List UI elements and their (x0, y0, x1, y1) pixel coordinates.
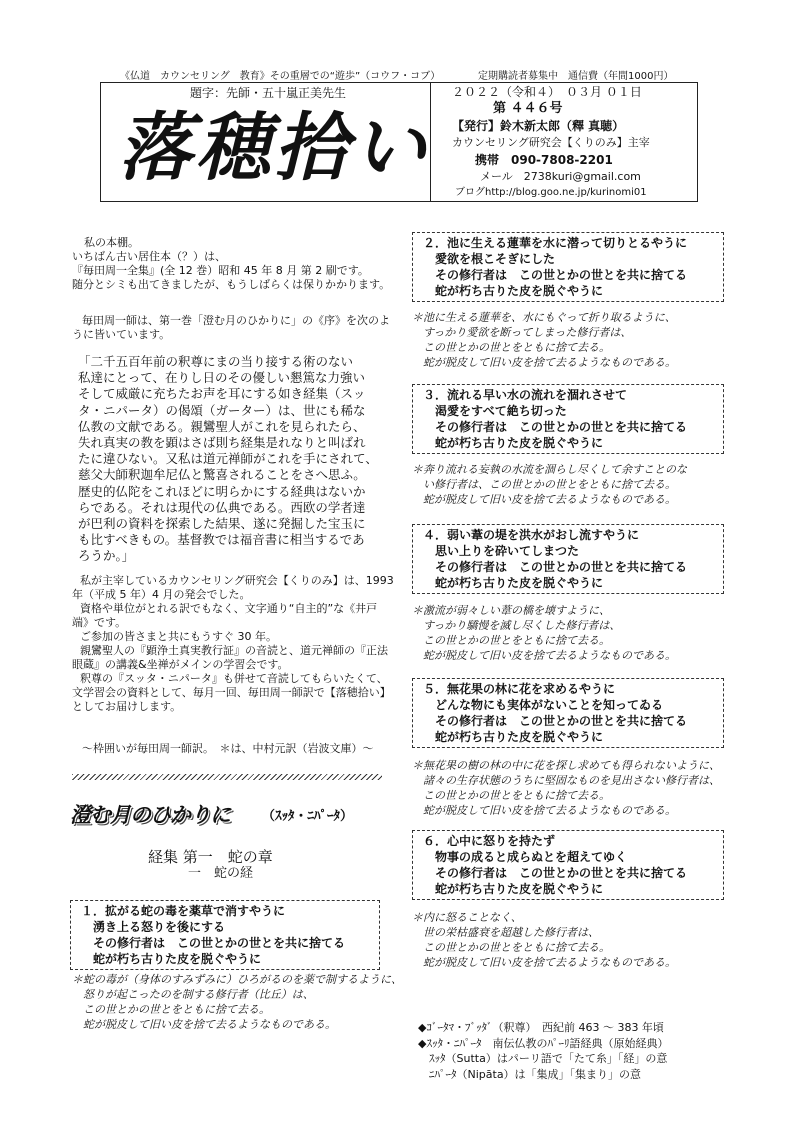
issue-date: ２０２２（令和４） ０３月 ０１日 (452, 85, 642, 99)
verse-3-box: ３．流れる早い水の流れを涸れさせて 渇愛をすべて絶ち切った その修行者は この世とかの世とを共に捨てる 蛇が朽ち古りた皮を脱ぐやうに (412, 384, 724, 454)
verse-5-box: ５．無花果の林に花を求めるやうに どんな物にも実体がないことを知ってゐる その修行者は この世とかの世とを共に捨てる 蛇が朽ち古りた皮を脱ぐやうに (412, 678, 724, 748)
verse-1-box: １．拡がる蛇の毒を薬草で消すやうに 湧き上る怒りを後にする その修行者は この世とかの世とを共に捨てる 蛇が朽ち古りた皮を脱ぐやうに (70, 900, 380, 970)
intro-paragraph-3: 私が主宰しているカウンセリング研究会【くりのみ】は、1993 年（平成 5 年）4 月の発会でした。 資格や単位がとれる訳でもなく、文字通り“自主的”な《井戸 端》です。 ご参加の皆さまと共にもうすぐ 30 年。 親鸞聖人の『顕浄土真実教行証』の音読と、道元禅師の『正法 眼蔵』の講義&坐禅がメインの学習会です。 釈尊の『スッタ・ニパータ』も併せて音読してもらいたくて、 文学習会の資料として、毎月一回、毎田周一師訳で【落穂拾い】 としてお届けします。 (72, 574, 394, 713)
calligraphy-credit: 題字：先師・五十嵐正美先生 (190, 86, 347, 100)
phone: 携帯 090-7808-2201 (475, 153, 613, 167)
verse-4-comment: ＊激流が弱々しい葦の橋を壊すように、 すっかり驕慢を滅し尽くした修行者は、 この世とかの世とをともに捨て去る。 蛇が脱皮して旧い皮を捨て去るようなものである。 (412, 604, 676, 662)
verse-6-box: ６．心中に怒りを持たず 物事の成ると成らぬとを超えてゆく その修行者は この世とかの世とを共に捨てる 蛇が朽ち古りた皮を脱ぐやうに (412, 830, 724, 900)
header-tagline: 《仏道 カウンセリング 教育》その重層での“遊歩”（コウフ・コブ） (120, 71, 441, 82)
organization: カウンセリング研究会【くりのみ】主宰 (452, 136, 650, 149)
preface-quote: 「二千五百年前の釈尊にまの当り接する術のない 私達にとって、在りし日のその優しい懇篤な力強い そして威厳に充ちたお声を耳にする如き経集（スッ タ・ニパータ）の偈頌（ガーター）は、世にも稀な 仏教の文献である。親鸞聖人がこれを見られたら、 失れ真実の教を顕はさば則ち経集是れなりと叫ばれ たに違ひない。又私は道元禅師がこれを手にされて、 慈父大師釈迦牟尼仏と驚喜されることをさへ思ふ。 歴史的仏陀をこれほどに明らかにする経典はないか らである。それは現代の仏典である。西欧の学者達 が巴利の資料を探索した結果、遂に発掘した宝玉に も比すべきもの。基督教では福音書に相当するであ ろうか。」 (78, 354, 378, 564)
masthead-divider (430, 82, 431, 202)
section-title-sub: （ｽｯﾀ・ﾆﾊﾟｰﾀ） (262, 809, 354, 824)
glossary-notes: ◆ｺﾞｰﾀﾏ・ﾌﾞｯﾀﾞ（釈尊） 西紀前 463 〜 383 年頃 ◆ｽｯﾀ・ﾆﾊﾟｰﾀ 南伝仏教のﾊﾟｰﾘ語経典（原始経典） ｽｯﾀ（Sutta）はパーリ語で「たて糸」「経」の意 ﾆﾊﾟｰﾀ（Nipāta）は「集成」「集まり」の意 (418, 1021, 669, 1081)
email: メール 2738kuri@gmail.com (480, 170, 641, 183)
blog-url: ブログhttp://blog.goo.ne.jp/kurinomi01 (455, 187, 647, 198)
section-divider (72, 774, 382, 780)
subchapter-heading: 一 蛇の経 (188, 866, 254, 881)
verse-4-box: ４．弱い葦の堤を洪水がおし流すやうに 思い上りを砕いてしまつた その修行者は この世とかの世とを共に捨てる 蛇が朽ち古りた皮を脱ぐやうに (412, 524, 724, 594)
chapter-heading: 経集 第一 蛇の章 (148, 848, 273, 866)
intro-paragraph-1: 私の本棚。 いちばん古い居住本（？）は、 『毎田周一全集』(全 12 巻）昭和 45 年 8 月 第 2 刷です。 随分とシミも出てきましたが、もうしばらくは保りかかります。 (72, 236, 391, 291)
verse-3-comment: ＊奔り流れる妄執の水流を涸らし尽くして余すことのな い修行者は、この世とかの世とをともに捨て去る。 蛇が脱皮して旧い皮を捨て去るようなものである。 (412, 463, 687, 506)
subscription-notice: 定期購読者募集中 通信費（年間1000円） (478, 71, 674, 82)
verse-2-box: ２．池に生える蓮華を水に潜って切りとるやうに 愛欲を根こそぎにした その修行者は この世とかの世とを共に捨てる 蛇が朽ち古りた皮を脱ぐやうに (412, 232, 724, 302)
section-title: 澄む月のひかりに (70, 803, 230, 827)
verse-2-comment: ＊池に生える蓮華を、水にもぐって折り取るように、 すっかり愛欲を断ってしまった修行者は、 この世とかの世とをともに捨て去る。 蛇が脱皮して旧い皮を捨て去るようなものである。 (412, 311, 676, 369)
verse-6-comment: ＊内に怒ることなく、 世の栄枯盛衰を超越した修行者は、 この世とかの世とをともに捨て去る。 蛇が脱皮して旧い皮を捨て去るようなものである。 (412, 911, 676, 969)
translation-note: 〜枠囲いが毎田周一師訳。 ＊は、中村元訳（岩波文庫）〜 (82, 742, 374, 755)
publisher: 【発行】鈴木新太郎（釋 真聴） (452, 119, 625, 133)
verse-1-comment: ＊蛇の毒が（身体のすみずみに）ひろがるのを薬で制するように、 怒りが起こったのを制する修行者（比丘）は、 この世とかの世とをともに捨て去る。 蛇が脱皮して旧い皮を捨て去るようなものである。 (72, 973, 402, 1031)
masthead-title: 落穂拾い (118, 105, 430, 191)
intro-paragraph-2: 毎田周一師は、第一巻「澄む月のひかりに」の《序》を次のよ うに皆いています。 (72, 314, 390, 341)
verse-5-comment: ＊無花果の樹の林の中に花を探し求めても得られないように、 諸々の生存状態のうちに堅固なものを見出さない修行者は、 この世とかの世とをともに捨て去る。 蛇が脱皮して旧い皮を捨て去るようなものである。 (412, 759, 720, 817)
issue-number: 第 ４４６号 (493, 101, 563, 116)
